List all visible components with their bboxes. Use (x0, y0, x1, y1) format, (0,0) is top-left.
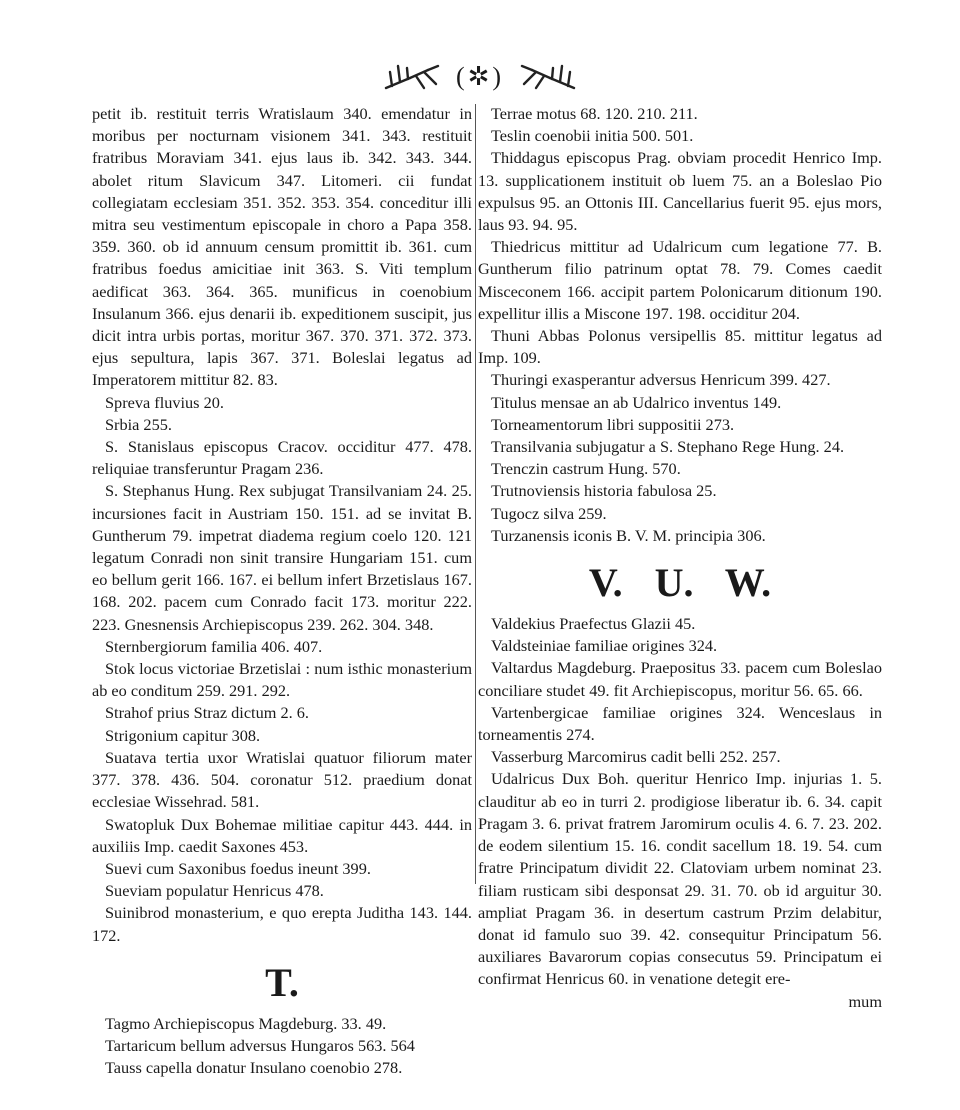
index-entry: Strigonium capitur 308. (105, 725, 261, 745)
section-letter-heading: T. (265, 959, 299, 1005)
column-divider (475, 104, 476, 884)
index-entry: Stok locus victoriae Brzetislai : num isthic monasterium ab eo conditum 259. 291. 292. (92, 659, 472, 701)
index-entry: Suatava tertia uxor Wratislai quatuor filiorum mater 377. 378. 436. 504. coronatur 512. praedium donat ecclesiae Wissehrad. 581. (92, 747, 472, 812)
index-entry: Trutnoviensis historia fabulosa 25. (491, 481, 717, 501)
index-entry: Transilvania subjugatur a S. Stephano Rege Hung. 24. (491, 437, 845, 457)
index-entry: Valdsteiniae familiae origines 324. (491, 636, 718, 656)
header-mark: (✲) (455, 62, 505, 91)
index-entry: Sternbergiorum familia 406. 407. (105, 636, 323, 656)
index-entry: Vartenbergicae familiae origines 324. Wenceslaus in torneamentis 274. (478, 702, 882, 745)
index-entry: Valtardus Magdeburg. Praepositus 33. pacem cum Boleslao conciliare studet 49. fit Archiepiscopus, moritur 56. 65. 66. (478, 658, 882, 700)
index-entry: petit ib. restituit terris Wratislaum 340. emendatur in moribus per nocturnam visionem 341. 343. restituit fratribus Moraviam 341. ejus laus ib. 342. 343. 344. abolet ritum Slavicum 347. Litomeri. cii fundat collegiatam ecclesiam 351. 352. 353. 354. conceditur illi mitra seu vestimentum episcopale in choro a Papa 358. 359. 360. ob id annuum censum promittit ib. 361. cum fratribus foedus amicitiae init 363. S. Viti templum aedificat 363. 364. 365. munificus in coenobium Insulanum 366. ejus denarii ib. expeditionem suscipit, jus dicit intra urbis portas, moritur 367. 370. 371. 372. 373. ejus sepultura, lapis 367. 371. Boleslai legatus ad Imperatorem mittitur 82. 83. (92, 104, 472, 390)
index-entry: Vasserburg Marcomirus cadit belli 252. 257. (491, 747, 781, 767)
index-entry: S. Stephanus Hung. Rex subjugat Transilvaniam 24. 25. incursiones facit in Austriam 150. 151. ad se invitat B. Guntherum 79. impetrat diadema regium coelo 120. 121 legatum Conradi non sinit transire Hungariam 151. cum eo bellum gerit 166. 167. ei bellum infert Brzetislaus 167. 168. 202. pacem cum Conrado facit 173. moritur 222. 223. Gnesnensis Archiepiscopus 239. 262. 304. 348. (92, 481, 472, 634)
section-letter-heading: V. U. W. (588, 560, 772, 606)
index-entry: Udalricus Dux Boh. queritur Henrico Imp. injurias 1. 5. clauditur ab eo in turri 2. prodigiose liberatur ib. 6. 34. capit Pragam 3. 6. privat fratrem Jaromirum oculis 4. 6. 7. 23. 202. de eodem silentium 15. 16. condit sacellum 18. 19. 54. cum fratre Principatum dividit 22. Clatoviam urbem nominat 23. filiam rusticam sibi desponsat 29. 31. 70. ob id arguitur 30. ampliat Pragam 36. in desertum castrum Przim delabitur, donat id famulo suo 39. 42. consequitur Principatum 56. auxiliares Bavarorum copias consecutus 59. Principatum ei confirmat Henricus 60. in venatione detegit ere- (478, 769, 882, 989)
index-entry: Srbia 255. (105, 414, 172, 434)
index-entry: S. Stanislaus episcopus Cracov. occiditur 477. 478. reliquiae transferuntur Pragam 236. (92, 437, 472, 479)
index-entry: Suinibrod monasterium, e quo erepta Juditha 143. 144. 172. (92, 903, 472, 945)
index-entry: Torneamentorum libri suppositii 273. (491, 414, 735, 434)
index-entry: Tagmo Archiepiscopus Magdeburg. 33. 49. (105, 1013, 387, 1033)
index-entry: Terrae motus 68. 120. 210. 211. (491, 104, 698, 123)
index-entry: Sueviam populatur Henricus 478. (105, 881, 324, 901)
index-entry: Tartaricum bellum adversus Hungaros 563. 564 (105, 1035, 415, 1055)
index-entry: Teslin coenobii initia 500. 501. (491, 126, 694, 146)
index-entry: Valdekius Praefectus Glazii 45. (491, 614, 696, 634)
index-entry: Tauss capella donatur Insulano coenobio 278. (105, 1058, 403, 1078)
index-entry: Tugocz silva 259. (491, 503, 607, 523)
index-entry: Titulus mensae an ab Udalrico inventus 149. (491, 392, 782, 412)
left-ornament-icon (380, 58, 442, 96)
index-entry: Strahof prius Straz dictum 2. 6. (105, 703, 309, 723)
index-entry: Suevi cum Saxonibus foedus ineunt 399. (105, 858, 371, 878)
index-entry: Thuni Abbas Polonus versipellis 85. mittitur legatus ad Imp. 109. (478, 326, 882, 368)
index-entry: Thuringi exasperantur adversus Henricum 399. 427. (491, 370, 831, 390)
index-entry: mum (848, 991, 882, 1011)
index-entry: Turzanensis iconis B. V. M. principia 306. (491, 525, 766, 545)
right-column (478, 103, 882, 1013)
index-entry: Thiedricus mittitur ad Udalricum cum legatione 77. B. Guntherum filio patrinum optat 78. 79. Comes caedit Misceconem 166. accipit partem Polonicarum ditionum 190. expellitur illis a Miscone 197. 198. occiditur 204. (478, 237, 882, 323)
right-ornament-icon (518, 58, 580, 96)
index-entry: Thiddagus episcopus Prag. obviam procedit Henrico Imp. 13. supplicationem instituit ob luem 75. an a Boleslao Pio expulsus 95. an Ottonis III. Cancellarius fuerit 95. ejus mors, laus 93. 94. 95. (478, 148, 882, 235)
left-column (92, 103, 472, 1079)
index-entry: Trenczin castrum Hung. 570. (491, 459, 681, 479)
index-entry: Swatopluk Dux Bohemae militiae capitur 443. 444. in auxiliis Imp. caedit Saxones 453. (92, 814, 472, 856)
page-header (0, 52, 960, 102)
index-entry: Sprevа fluvius 20. (105, 392, 224, 412)
